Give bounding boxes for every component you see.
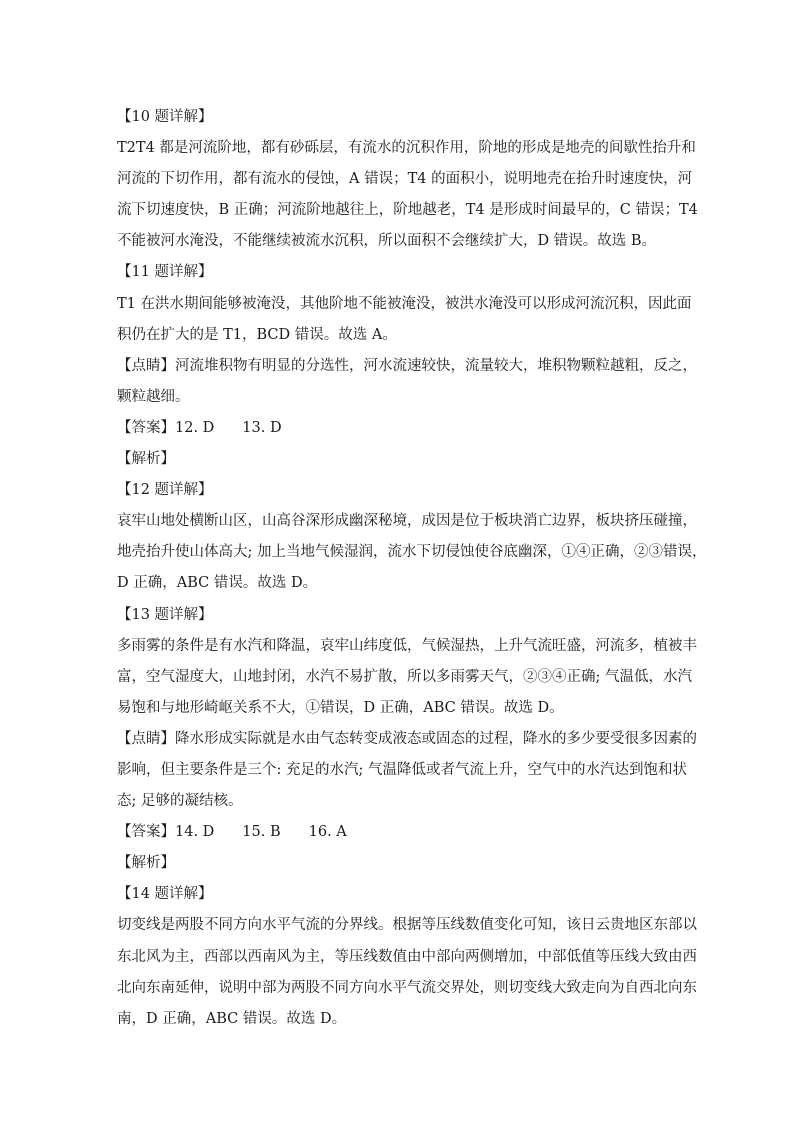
paragraph-line: 积仍在扩大的是 T1，BCD 错误。故选 A。 xyxy=(117,326,397,343)
paragraph-line: 易饱和与地形崎岖关系不大，①错误，D 正确，ABC 错误。故选 D。 xyxy=(117,699,564,716)
analysis-heading: 【解析】 xyxy=(117,451,175,468)
paragraph-line: 哀牢山地处横断山区，山高谷深形成幽深秘境，成因是位于板块消亡边界，板块挤压碰撞， xyxy=(117,513,697,530)
tip-line: 态; 足够的凝结核。 xyxy=(117,793,243,810)
heading-q11: 【11 题详解】 xyxy=(117,264,213,281)
paragraph-line: 河流的下切作用，都有流水的侵蚀，A 错误；T4 的面积小，说明地壳在抬升时速度快，河 xyxy=(117,171,693,188)
answer-14: 14. D xyxy=(175,824,215,841)
answer-line-1 xyxy=(117,413,677,444)
tip-line: 影响，但主要条件是三个: 充足的水汽; 气温降低或者气流上升，空气中的水汽达到饱和状 xyxy=(117,761,687,778)
answer-15: 15. B xyxy=(242,824,281,841)
heading-q10: 【10 题详解】 xyxy=(117,109,213,125)
paragraph-line: 多雨雾的条件是有水汽和降温，哀牢山纬度低，气候湿热，上升气流旺盛，河流多，植被丰 xyxy=(117,637,697,654)
paragraph-line: 流下切速度快，B 正确；河流阶地越往上，阶地越老，T4 是形成时间最早的，C 错误；T4 xyxy=(117,202,698,219)
paragraph-line: T2T4 都是河流阶地，都有砂砾层，有流水的沉积作用，阶地的形成是地壳的间歇性抬升和 xyxy=(117,140,696,157)
heading-q13: 【13 题详解】 xyxy=(117,606,213,623)
paragraph-line: 切变线是两股不同方向水平气流的分界线。根据等压线数值变化可知，该日云贵地区东部以 xyxy=(117,917,697,934)
paragraph-line: T1 在洪水期间能够被淹没，其他阶地不能被淹没，被洪水淹没可以形成河流沉积，因此面 xyxy=(117,295,692,312)
paragraph-line: 不能被河水淹没，不能继续被流水沉积，所以面积不会继续扩大，D 错误。故选 B。 xyxy=(117,233,656,250)
paragraph-line: 富，空气湿度大，山地封闭，水汽不易扩散，所以多雨雾天气，②③④正确; 气温低，水汽 xyxy=(117,668,692,685)
paragraph-line: 东北风为主，西部以西南风为主，等压线数值由中部向两侧增加，中部低值等压线大致由西 xyxy=(117,948,697,965)
answer-16: 16. A xyxy=(308,824,347,841)
answer-line-2 xyxy=(117,817,677,848)
paragraph-line: D 正确，ABC 错误。故选 D。 xyxy=(117,575,318,592)
paragraph-line: 南，D 正确，ABC 错误。故选 D。 xyxy=(117,1010,347,1027)
document-page xyxy=(117,102,707,1035)
answer-label: 【答案】 xyxy=(117,419,175,436)
heading-q12: 【12 题详解】 xyxy=(117,482,213,499)
paragraph-line: 北向东南延伸，说明中部为两股不同方向水平气流交界处，则切变线大致走向为自西北向东 xyxy=(117,979,697,996)
tip-line: 【点睛】降水形成实际就是水由气态转变成液态或固态的过程，降水的多少要受很多因素的 xyxy=(117,730,697,747)
answer-13: 13. D xyxy=(242,419,282,436)
heading-q14: 【14 题详解】 xyxy=(117,886,213,903)
answer-12: 12. D xyxy=(175,419,215,436)
answer-label: 【答案】 xyxy=(117,824,175,841)
tip-line: 【点睛】河流堆积物有明显的分选性，河水流速较快，流量较大，堆积物颗粒越粗，反之， xyxy=(117,357,697,374)
tip-line: 颗粒越细。 xyxy=(117,388,190,405)
paragraph-line: 地壳抬升使山体高大; 加上当地气候湿润，流水下切侵蚀使谷底幽深，①④正确，②③错误， xyxy=(117,544,707,561)
analysis-heading: 【解析】 xyxy=(117,855,175,872)
